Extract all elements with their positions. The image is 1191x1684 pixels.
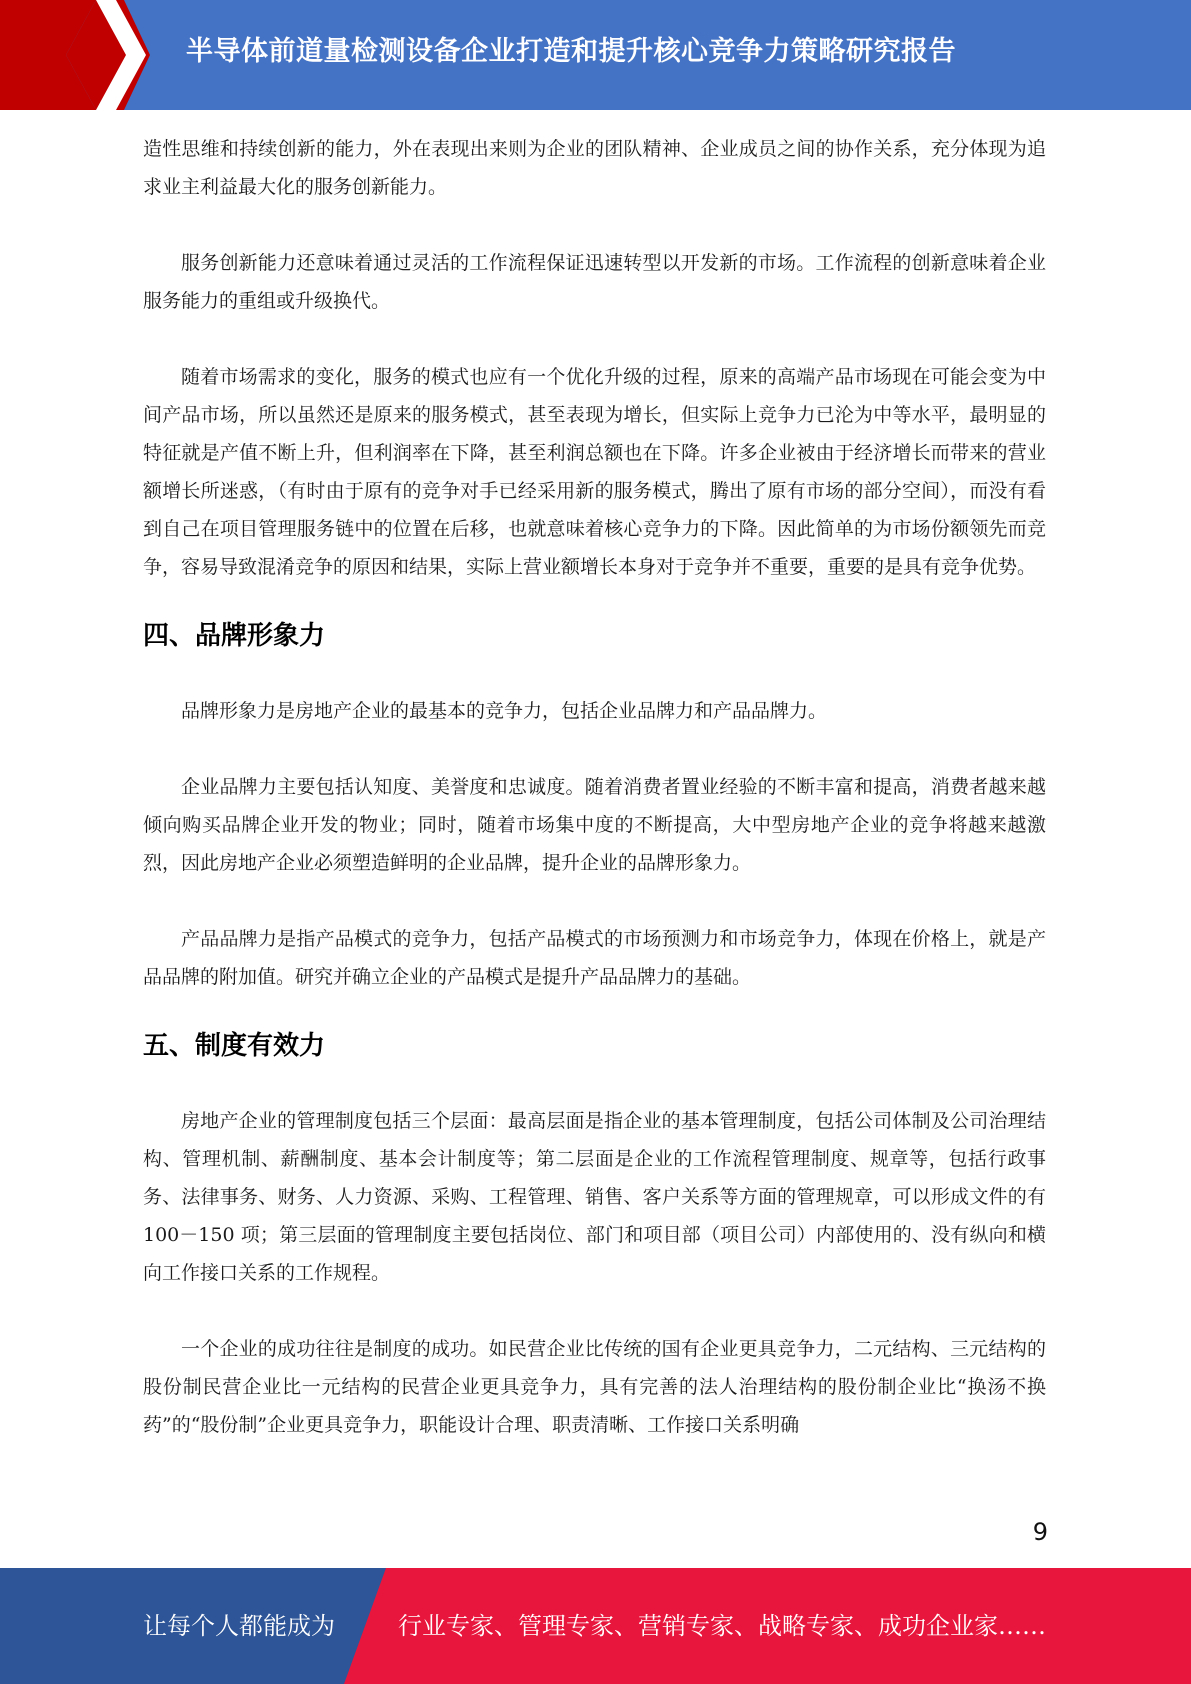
paragraph: 企业品牌力主要包括认知度、美誉度和忠诚度。随着消费者置业经验的不断丰富和提高，消费者越来越倾向购买品牌企业开发的物业；同时，随着市场集中度的不断提高，大中型房地产企业的竞争将越来越激烈，因此房地产企业必须塑造鲜明的企业品牌，提升企业的品牌形象力。 [143,776,1046,874]
footer-slogan-right: 行业专家、管理专家、营销专家、战略专家、成功企业家…… [398,1612,1046,1640]
page-number: 9 [1032,1518,1048,1546]
paragraph: 造性思维和持续创新的能力，外在表现出来则为企业的团队精神、企业成员之间的协作关系，充分体现为追求业主利益最大化的服务创新能力。 [143,138,1046,198]
paragraph: 房地产企业的管理制度包括三个层面：最高层面是指企业的基本管理制度，包括公司体制及公司治理结构、管理机制、薪酬制度、基本会计制度等；第二层面是企业的工作流程管理制度、规章等，包括行政事务、法律事务、财务、人力资源、采购、工程管理、销售、客户关系等方面的管理规章，可以形成文件的有 100－150 项；第三层面的管理制度主要包括岗位、部门和项目部（项目公司）内部使用的、没有纵向和横向工作接口关系的工作规程。 [143,1110,1046,1284]
paragraph: 服务创新能力还意味着通过灵活的工作流程保证迅速转型以开发新的市场。工作流程的创新意味着企业服务能力的重组或升级换代。 [143,252,1046,312]
section-heading-brand: 四、品牌形象力 [143,621,326,651]
paragraph: 一个企业的成功往往是制度的成功。如民营企业比传统的国有企业更具竞争力，二元结构、三元结构的股份制民营企业比一元结构的民营企业更具竞争力，具有完善的法人治理结构的股份制企业比“换汤不换药”的“股份制”企业更具竞争力，职能设计合理、职责清晰、工作接口关系明确 [143,1338,1046,1436]
page-content [143,130,1046,1444]
report-title: 半导体前道量检测设备企业打造和提升核心竞争力策略研究报告 [186,36,956,67]
page-footer [0,1568,1191,1684]
paragraph: 随着市场需求的变化，服务的模式也应有一个优化升级的过程，原来的高端产品市场现在可能会变为中间产品市场，所以虽然还是原来的服务模式，甚至表现为增长，但实际上竞争力已沦为中等水平，最明显的特征就是产值不断上升，但利润率在下降，甚至利润总额也在下降。许多企业被由于经济增长而带来的营业额增长所迷惑，（有时由于原有的竞争对手已经采用新的服务模式，腾出了原有市场的部分空间），而没有看到自己在项目管理服务链中的位置在后移，也就意味着核心竞争力的下降。因此简单的为市场份额领先而竞争，容易导致混淆竞争的原因和结果，实际上营业额增长本身对于竞争并不重要，重要的是具有竞争优势。 [143,366,1046,578]
paragraph: 品牌形象力是房地产企业的最基本的竞争力，包括企业品牌力和产品品牌力。 [181,700,828,722]
page-header [0,0,1191,110]
paragraph: 产品品牌力是指产品模式的竞争力，包括产品模式的市场预测力和市场竞争力，体现在价格上，就是产品品牌的附加值。研究并确立企业的产品模式是提升产品品牌力的基础。 [143,928,1046,988]
header-arrow-decoration [0,0,160,110]
footer-slogan-left: 让每个人都能成为 [143,1612,335,1640]
section-heading-system: 五、制度有效力 [143,1031,326,1061]
